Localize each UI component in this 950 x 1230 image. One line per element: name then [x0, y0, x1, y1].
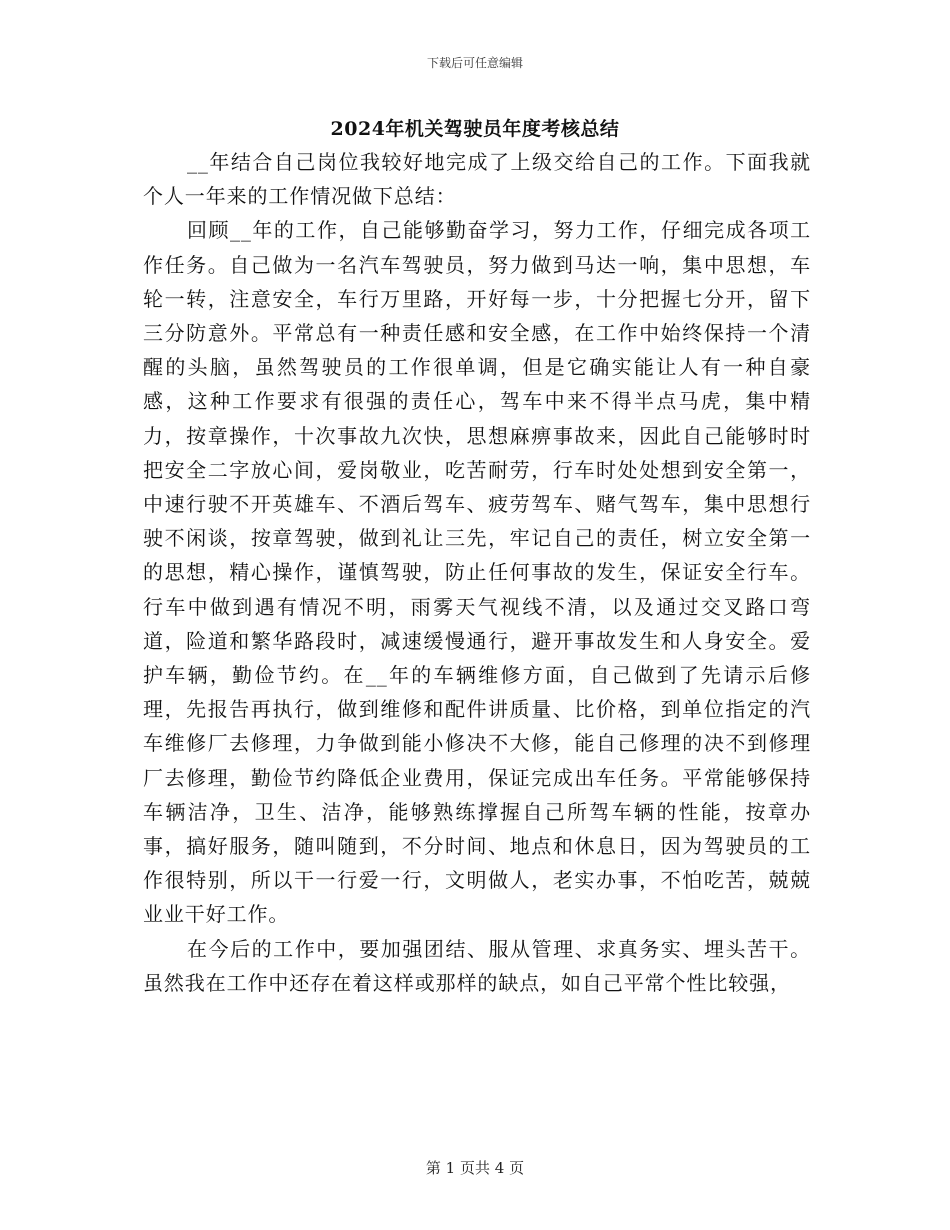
paragraph-review: 回顾__年的工作，自己能够勤奋学习，努力工作，仔细完成各项工作任务。自己做为一名汽车驾驶员，努力做到马达一响，集中思想，车轮一转，注意安全，车行万里路，开好每一步，十分把握七分开，留下三分防意外。平常总有一种责任感和安全感，在工作中始终保持一个清醒的头脑，虽然驾驶员的工作很单调，但是它确实能让人有一种自豪感，这种工作要求有很强的责任心，驾车中来不得半点马虎，集中精力，按章操作，十次事故九次快，思想麻痹事故来，因此自己能够时时把安全二字放心间，爱岗敬业，吃苦耐劳，行车时处处想到安全第一，中速行驶不开英雄车、不酒后驾车、疲劳驾车、赌气驾车，集中思想行驶不闲谈，按章驾驶，做到礼让三先，牢记自己的责任，树立安全第一的思想，精心操作，谨慎驾驶，防止任何事故的发生，保证安全行车。行车中做到遇有情况不明，雨雾天气视线不清，以及通过交叉路口弯道，险道和繁华路段时，减速缓慢通行，避开事故发生和人身安全。爱护车辆，勤俭节约。在__年的车辆维修方面，自己做到了先请示后修理，先报告再执行，做到维修和配件讲质量、比价格，到单位指定的汽车维修厂去修理，力争做到能小修决不大修，能自己修理的决不到修理厂去修理，勤俭节约降低企业费用，保证完成出车任务。平常能够保持车辆洁净，卫生、洁净，能够熟练撑握自己所驾车辆的性能，按章办事，搞好服务，随叫随到，不分时间、地点和休息日，因为驾驶员的工作很特别，所以干一行爱一行，文明做人，老实办事，不怕吃苦，兢兢业业干好工作。 [143, 218, 811, 927]
paragraph-future: 在今后的工作中，要加强团结、服从管理、求真务实、埋头苦干。虽然我在工作中还存在着这样或那样的缺点，如自己平常个性比较强， [143, 936, 811, 995]
document-body [143, 145, 811, 1000]
header-note: 下载后可任意编辑 [426, 56, 523, 70]
document-title: 2024年机关驾驶员年度考核总结 [330, 118, 620, 140]
paragraph-intro: __年结合自己岗位我较好地完成了上级交给自己的工作。下面我就个人一年来的工作情况做下总结： [143, 150, 811, 209]
page-number: 第 1 页共 4 页 [425, 1159, 525, 1177]
